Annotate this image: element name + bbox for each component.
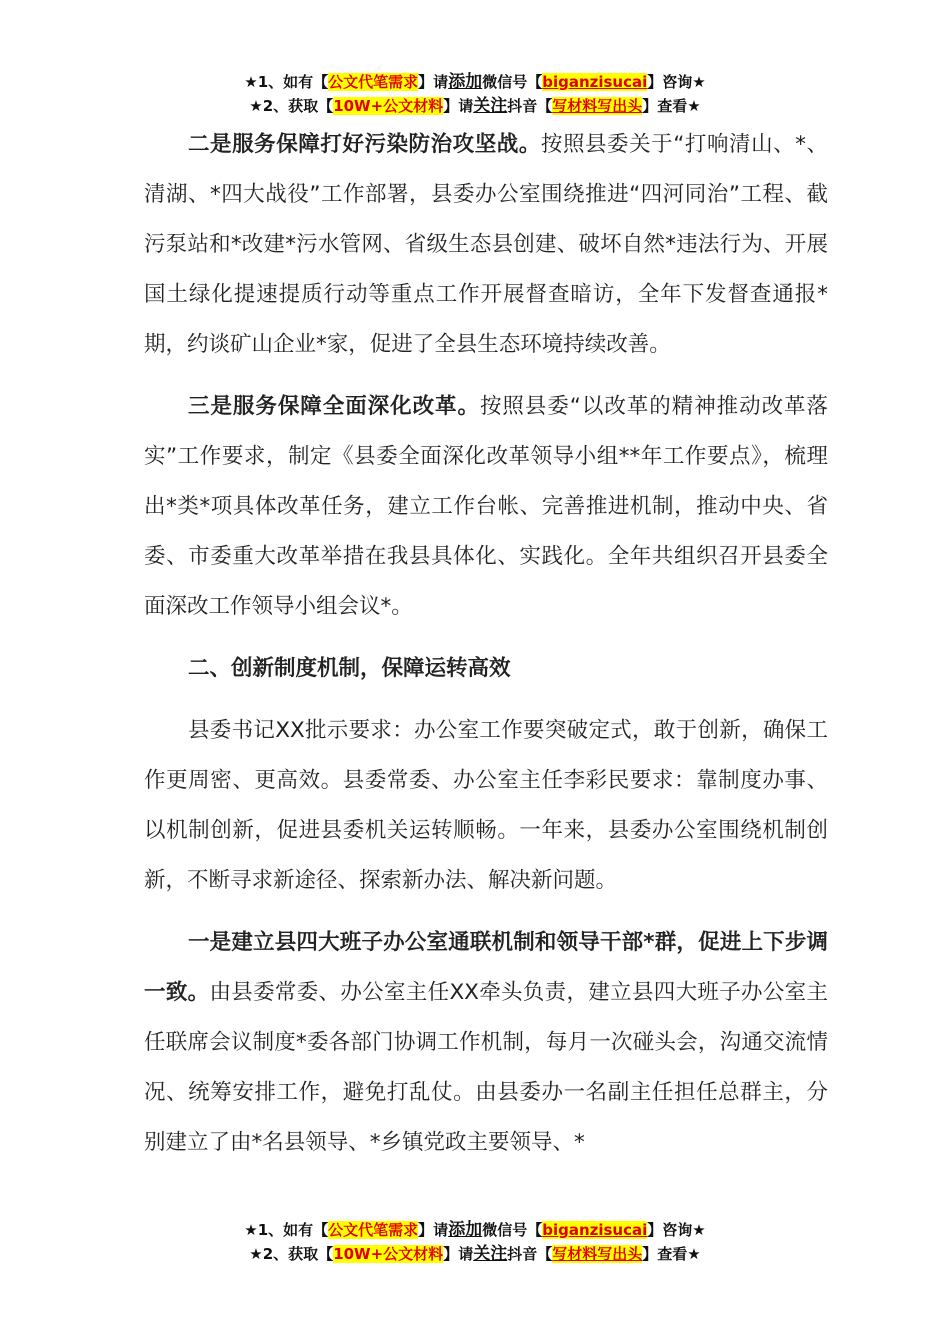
bottom-promo-banner <box>0 1218 950 1266</box>
promo-line-1: ★1、如有【公文代笔需求】请添加微信号【biganzisucai】咨询★ <box>244 72 706 92</box>
paragraph: 三是服务保障全面深化改革。按照县委“以改革的精神推动改革落实”工作要求，制定《县委全面深化改革领导小组**年工作要点》，梳理出*类*项具体改革任务，建立工作台帐、完善推进机制，推动中央、省委、市委重大改革举措在我县具体化、实践化。全年共组织召开县委全面深改工作领导小组会议*。 <box>144 394 828 619</box>
top-promo-banner <box>0 70 950 118</box>
paragraph: 一是建立县四大班子办公室通联机制和领导干部*群，促进上下步调一致。由县委常委、办公室主任XX牵头负责，建立县四大班子办公室主任联席会议制度*委各部门协调工作机制，每月一次碰头会，沟通交流情况、统筹安排工作，避免打乱仗。由县委办一名副主任担任总群主，分别建立了由*名县领导、*乡镇党政主要领导、* <box>144 930 828 1155</box>
paragraph: 二是服务保障打好污染防治攻坚战。按照县委关于“打响清山、*、清湖、*四大战役”工作部署，县委办公室围绕推进“四河同治”工程、截污泵站和*改建*污水管网、省级生态县创建、破坏自然*违法行为、开展国土绿化提速提质行动等重点工作开展督查暗访，全年下发督查通报*期，约谈矿山企业*家，促进了全县生态环境持续改善。 <box>144 132 828 357</box>
promo-line-1: ★1、如有【公文代笔需求】请添加微信号【biganzisucai】咨询★ <box>244 1220 706 1240</box>
promo-line-2: ★2、获取【10W+公文材料】请关注抖音【写材料写出头】查看★ <box>249 1244 701 1264</box>
wechat-id: biganzisucai <box>542 73 648 91</box>
section-heading: 二、创新制度机制，保障运转高效 <box>188 656 511 681</box>
paragraph: 县委书记XX批示要求：办公室工作要突破定式，敢于创新，确保工作更周密、更高效。县委常委、办公室主任李彩民要求：靠制度办事、以机制创新，促进县委机关运转顺畅。一年来，县委办公室围绕机制创新，不断寻求新途径、探索新办法、解决新问题。 <box>144 718 828 893</box>
promo-line-2: ★2、获取【10W+公文材料】请关注抖音【写材料写出头】查看★ <box>249 96 701 116</box>
document-body <box>144 120 828 1210</box>
